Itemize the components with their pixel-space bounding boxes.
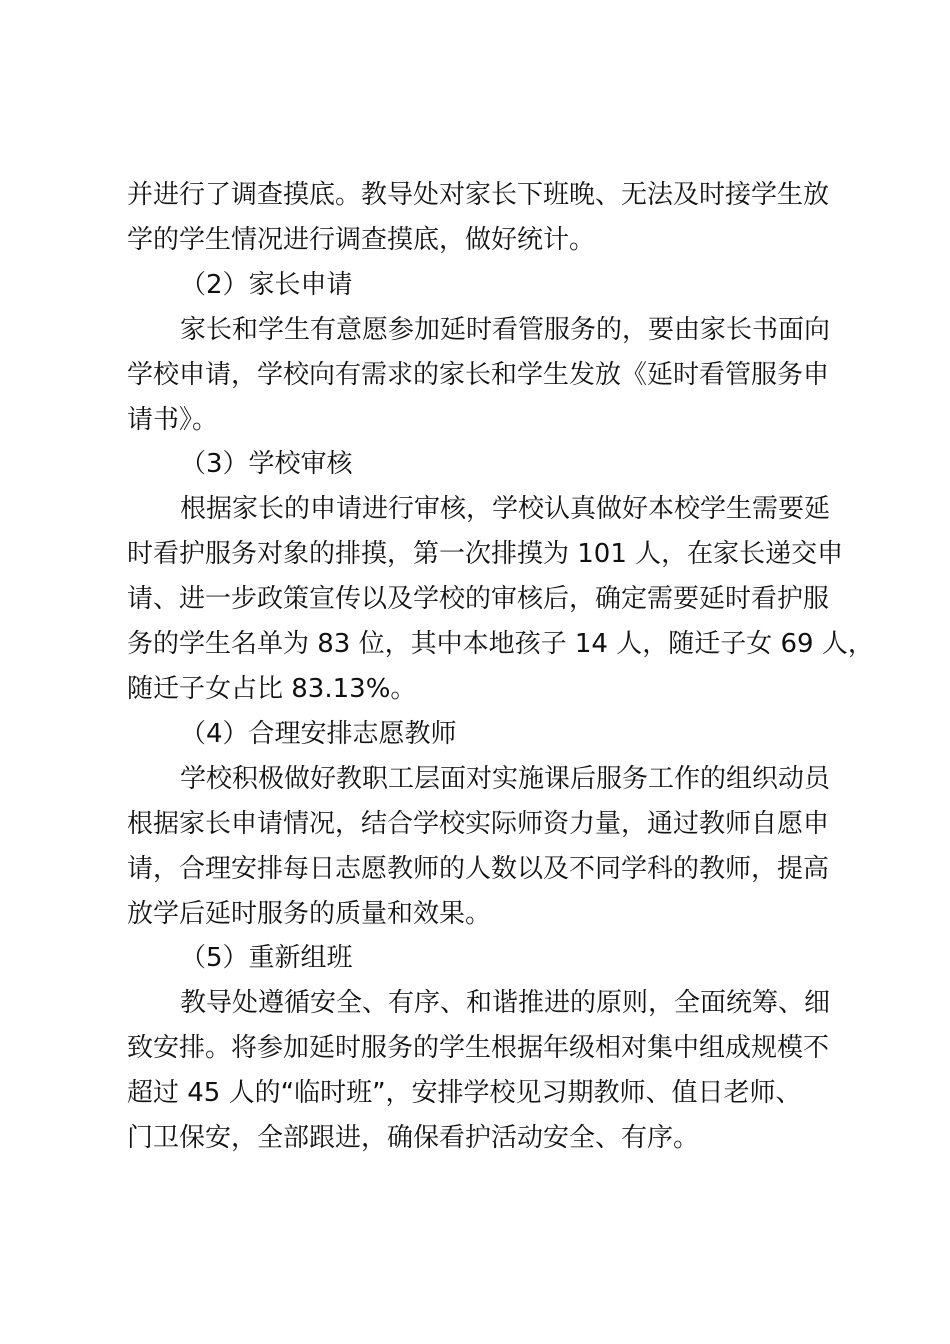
paragraph-line: 根据家长申请情况，结合学校实际师资力量，通过教师自愿申: [127, 809, 830, 839]
paragraph-line: 根据家长的申请进行审核，学校认真做好本校学生需要延: [180, 494, 831, 524]
paragraph-line: 请，合理安排每日志愿教师的人数以及不同学科的教师，提高: [127, 854, 830, 884]
section-heading: （2）家长申请: [180, 270, 353, 300]
paragraph-line: 请、进一步政策宣传以及学校的审核后，确定需要延时看护服: [127, 584, 830, 614]
paragraph-line: 家长和学生有意愿参加延时看管服务的，要由家长书面向: [180, 315, 831, 345]
paragraph-line: 致安排。将参加延时服务的学生根据年级相对集中组成规模不: [127, 1033, 830, 1063]
paragraph-line: 学的学生情况进行调查摸底，做好统计。: [127, 225, 596, 255]
paragraph-line: 务的学生名单为 83 位，其中本地孩子 14 人，随迁子女 69 人，: [127, 629, 874, 659]
section-heading: （3）学校审核: [180, 449, 353, 479]
paragraph-line: 放学后延时服务的质量和效果。: [127, 899, 492, 929]
paragraph-line: 教导处遵循安全、有序、和谐推进的原则，全面统筹、细: [180, 988, 831, 1018]
section-heading: （5）重新组班: [180, 943, 353, 973]
paragraph-line: 门卫保安，全部跟进，确保看护活动安全、有序。: [127, 1123, 700, 1153]
paragraph-line: 时看护服务对象的排摸，第一次排摸为 101 人，在家长递交申: [127, 539, 844, 569]
paragraph-line: 学校申请，学校向有需求的家长和学生发放《延时看管服务申: [127, 360, 830, 390]
paragraph-line: 学校积极做好教职工层面对实施课后服务工作的组织动员: [180, 764, 831, 794]
paragraph-line: 并进行了调查摸底。教导处对家长下班晚、无法及时接学生放: [127, 180, 830, 210]
paragraph-line: 超过 45 人的“临时班”，安排学校见习期教师、值日老师、: [127, 1078, 802, 1108]
paragraph-line: 随迁子女占比 83.13%。: [127, 674, 417, 704]
section-heading: （4）合理安排志愿教师: [180, 719, 457, 749]
paragraph-line: 请书》。: [127, 405, 219, 435]
